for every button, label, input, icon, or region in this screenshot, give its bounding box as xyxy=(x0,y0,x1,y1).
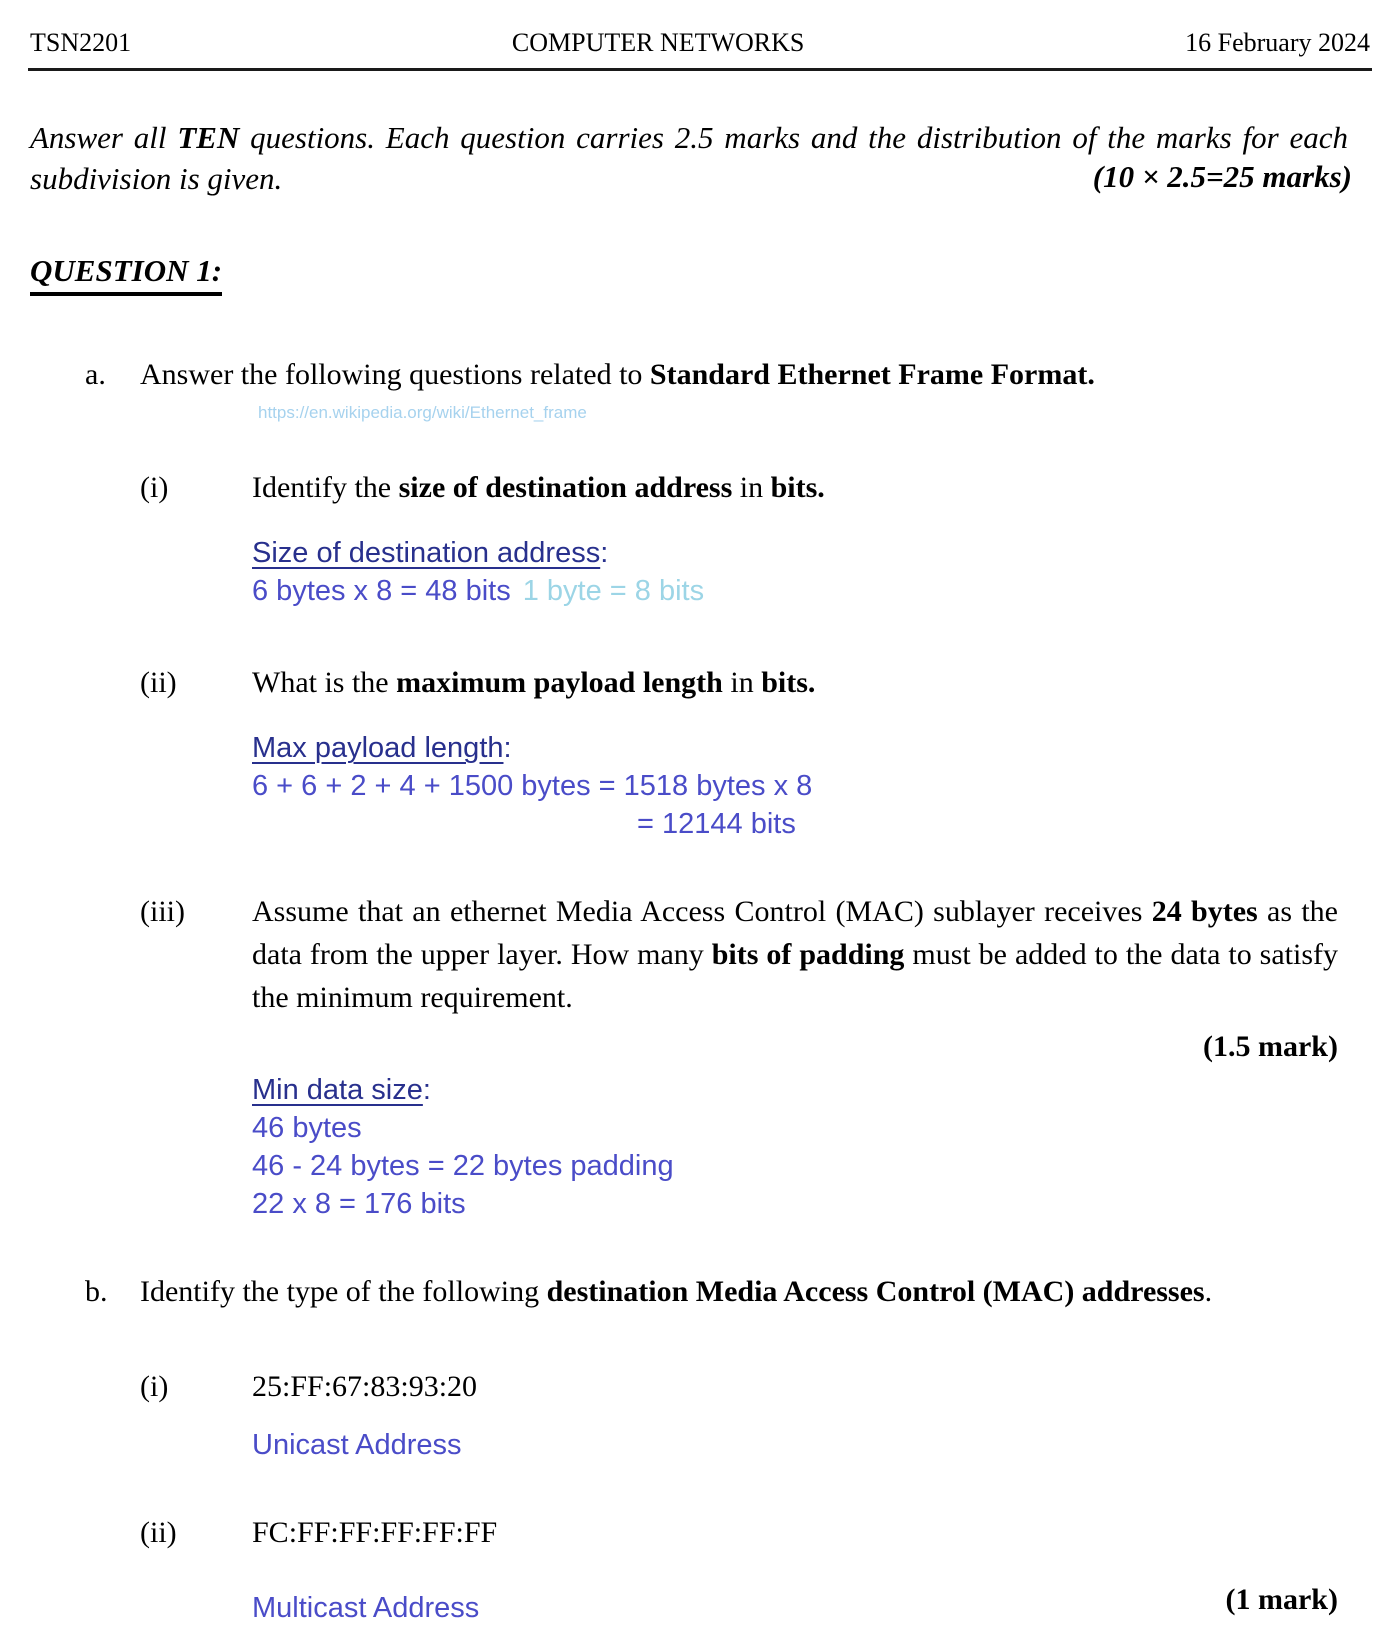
b-item-i-answer: Unicast Address xyxy=(252,1429,462,1462)
item-iii-label: (iii) xyxy=(140,895,185,929)
question1-part-b xyxy=(85,1271,1350,1314)
question1-heading: QUESTION 1: xyxy=(30,253,1370,296)
part-a-item-iii xyxy=(140,891,1338,1223)
item-iii-answer-line3: 22 x 8 = 176 bits xyxy=(252,1187,466,1220)
part-a-label: a. xyxy=(85,358,106,392)
item-ii-answer xyxy=(252,729,1338,843)
item-iii-answer-heading: Min data size: xyxy=(252,1073,431,1106)
total-marks: (10 × 2.5=25 marks) xyxy=(1092,159,1352,195)
item-i-answer-note: 1 byte = 8 bits xyxy=(522,575,705,608)
item-ii-question: What is the maximum payload length in bits. xyxy=(252,666,816,700)
reference-link[interactable]: https://en.wikipedia.org/wiki/Ethernet_frame xyxy=(258,403,587,423)
exam-instructions xyxy=(30,117,1352,199)
part-a-item-i xyxy=(140,467,1338,610)
item-i-label: (i) xyxy=(140,471,169,505)
item-iii-answer-line1: 46 bytes xyxy=(252,1111,362,1144)
question1-part-a xyxy=(85,354,1350,397)
part-b-label: b. xyxy=(85,1274,108,1308)
item-iii-marks: (1.5 mark) xyxy=(1203,1029,1338,1063)
item-ii-answer-heading: Max payload length: xyxy=(252,732,512,765)
b-item-ii-marks: (1 mark) xyxy=(1225,1583,1338,1617)
b-item-i-mac-address: 25:FF:67:83:93:20 xyxy=(252,1369,478,1403)
item-ii-label: (ii) xyxy=(140,666,177,700)
item-iii-answer-line2: 46 - 24 bytes = 22 bytes padding xyxy=(252,1149,674,1182)
b-item-ii-answer: Multicast Address xyxy=(252,1592,480,1625)
part-a-question: Answer the following questions related to Standard Ethernet Frame Format. xyxy=(140,358,1095,392)
part-b-item-i xyxy=(140,1366,1338,1465)
instructions-text: Answer all xyxy=(30,120,178,155)
exam-date: 16 February 2024 xyxy=(1185,28,1370,57)
b-item-i-label: (i) xyxy=(140,1369,169,1403)
part-b-item-ii xyxy=(140,1512,1338,1627)
item-ii-answer-line2: = 12144 bits xyxy=(637,808,796,841)
page-header xyxy=(0,0,1400,64)
part-b-question: Identify the type of the following destination Media Access Control (MAC) addresses. xyxy=(140,1274,1213,1308)
header-divider xyxy=(28,68,1372,71)
item-iii-question: Assume that an ethernet Media Access Control (MAC) sublayer receives 24 bytes as the data from the upper layer. How many bits of padding must be added to the data to satisfy the minimum requirement. xyxy=(252,895,1339,1014)
instructions-ten: TEN xyxy=(177,120,240,155)
part-a-item-ii xyxy=(140,662,1338,843)
item-i-answer-heading: Size of destination address: xyxy=(252,537,609,570)
item-ii-answer-line1: 6 + 6 + 2 + 4 + 1500 bytes = 1518 bytes x 8 xyxy=(252,770,813,803)
item-iii-answer xyxy=(252,1071,1338,1223)
b-item-ii-label: (ii) xyxy=(140,1516,177,1550)
instructions-text-cont: questions. Each question carries 2.5 marks and the distribution of the marks for each subdivision is given. xyxy=(30,120,1348,197)
item-i-answer-line: 6 bytes x 8 = 48 bits 1 byte = 8 bits xyxy=(252,575,705,608)
item-i-question: Identify the size of destination address in bits. xyxy=(252,471,825,505)
course-code: TSN2201 xyxy=(30,28,132,57)
item-i-answer xyxy=(252,534,1338,610)
page-title: COMPUTER NETWORKS xyxy=(511,28,805,57)
b-item-ii-mac-address: FC:FF:FF:FF:FF:FF xyxy=(252,1516,498,1550)
